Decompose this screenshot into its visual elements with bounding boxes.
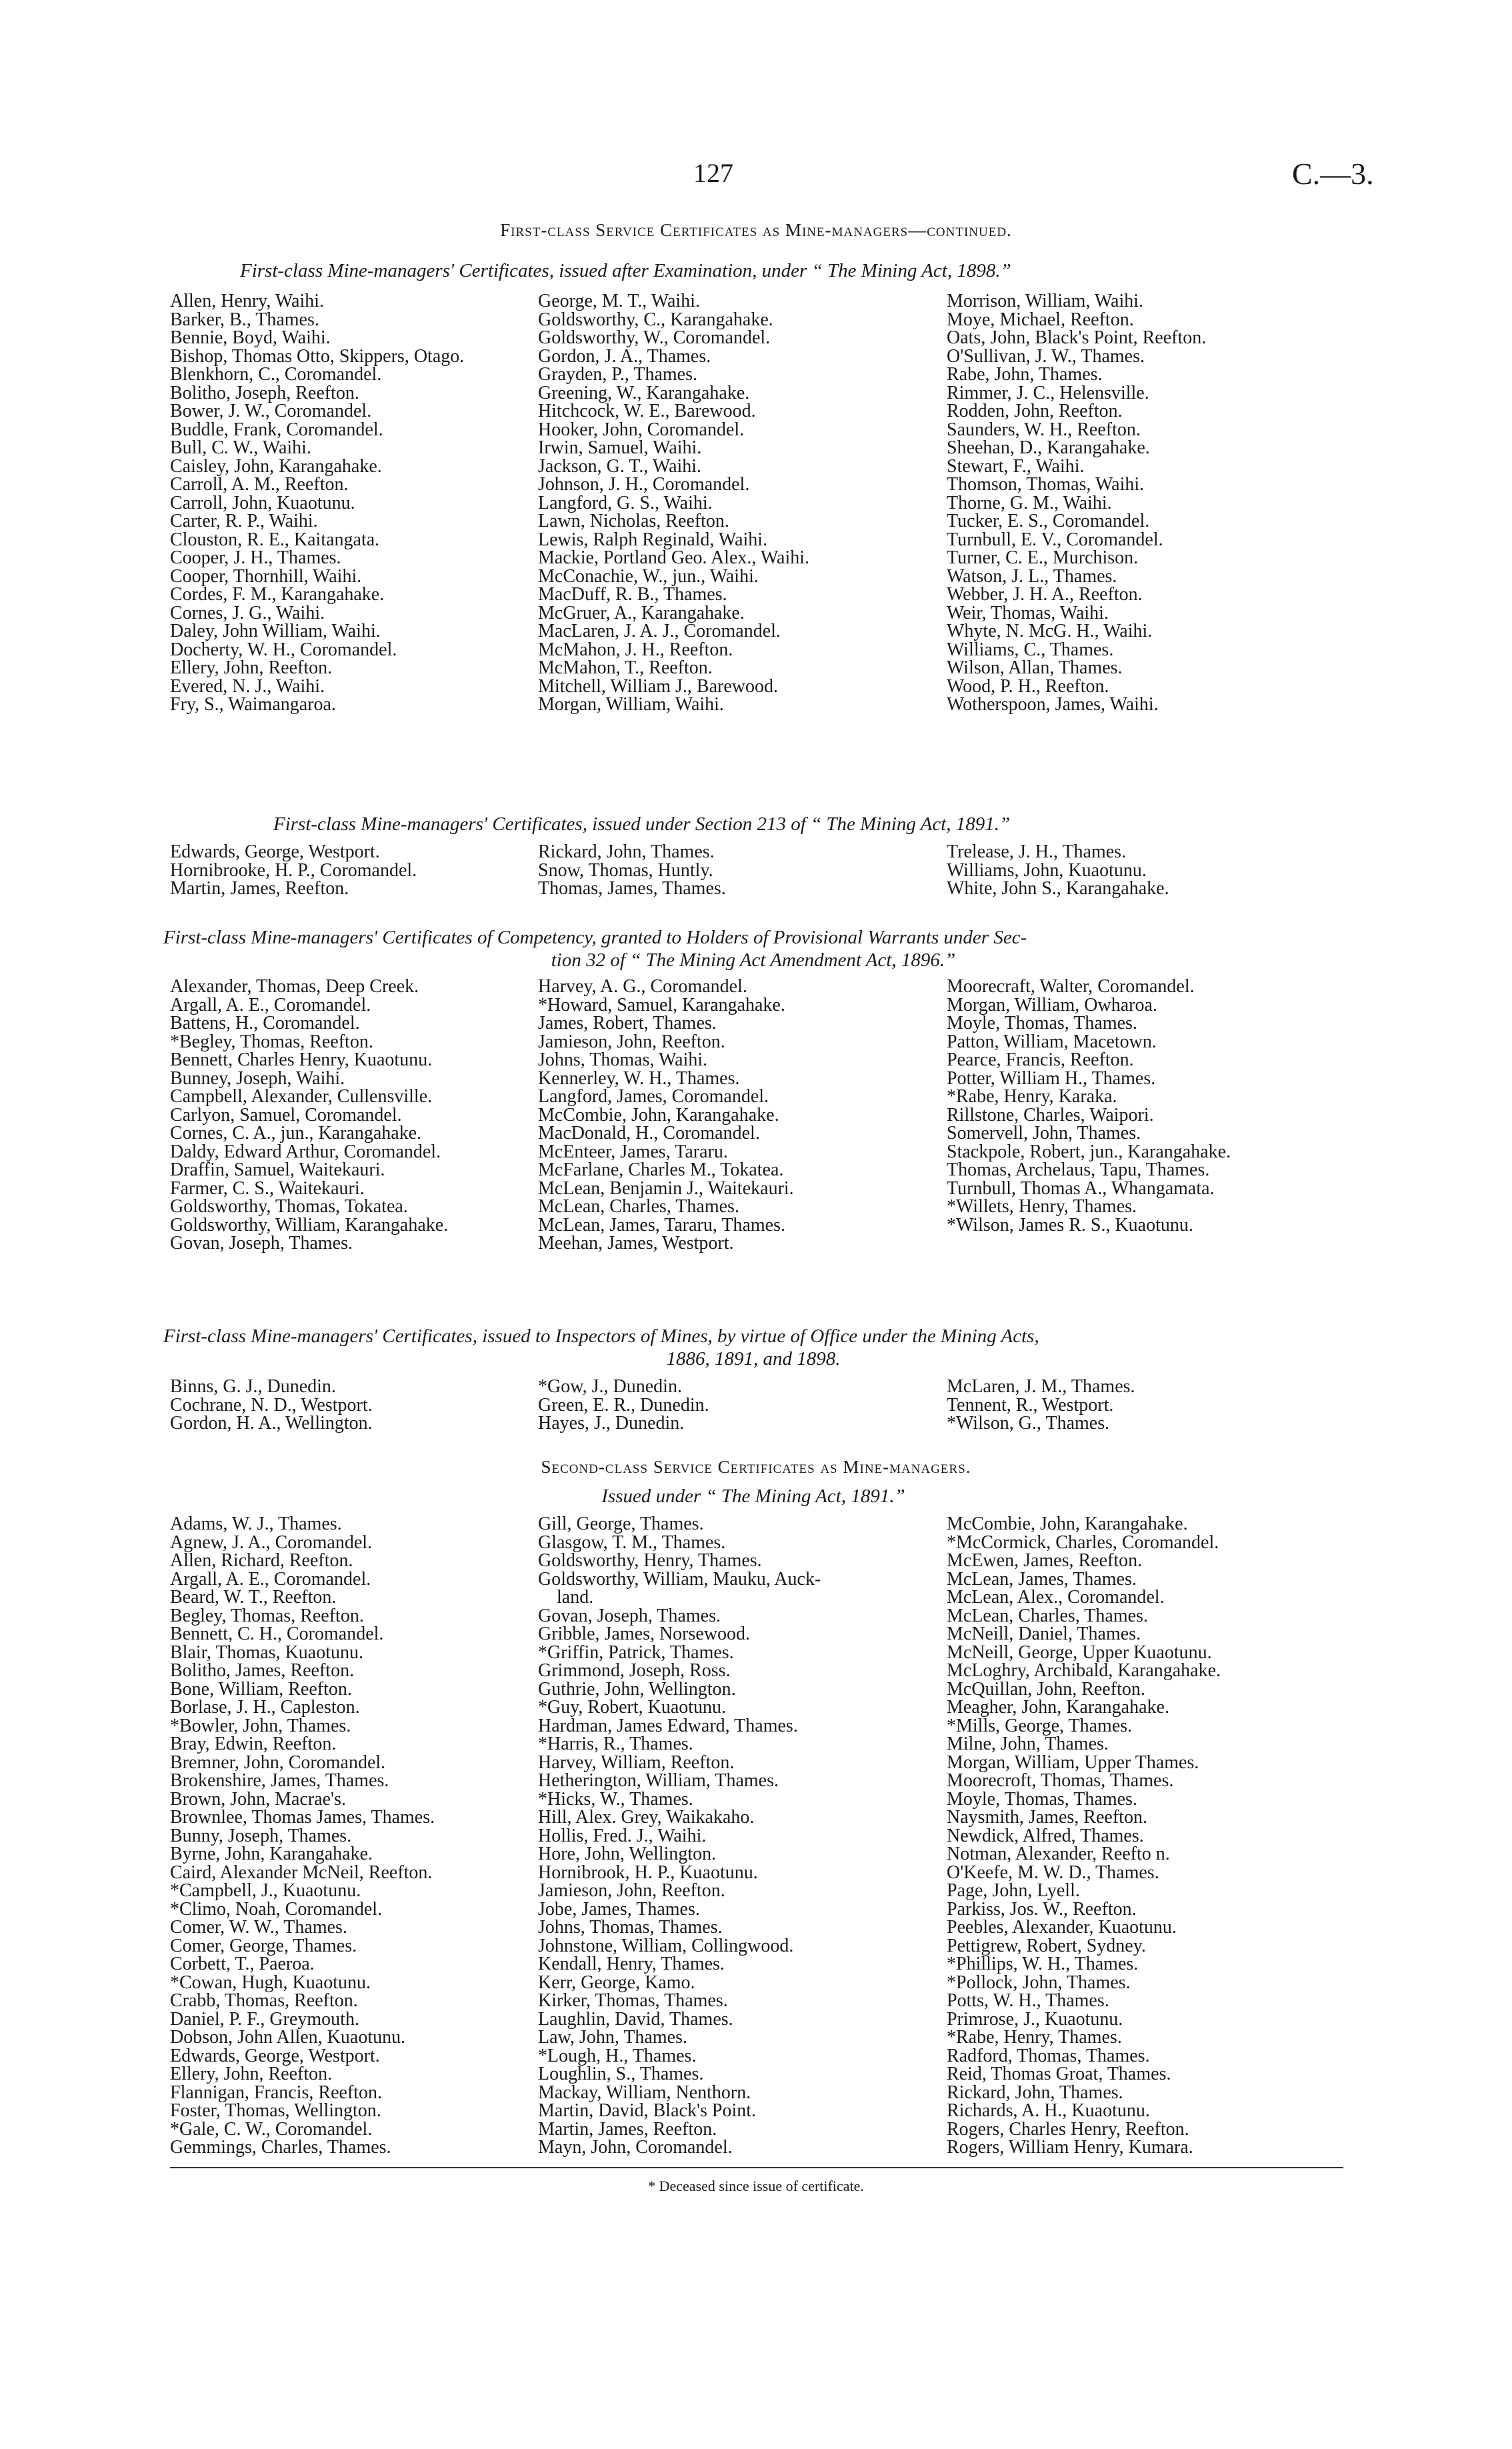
list-item: *Wilson, G., Thames. [947, 1413, 1110, 1434]
list-item: Battens, H., Coromandel. [170, 1013, 360, 1033]
list-item: *Rabe, Henry, Karaka. [947, 1086, 1117, 1107]
list-item: *McCormick, Charles, Coromandel. [947, 1532, 1219, 1553]
list-item: Begley, Thomas, Reefton. [170, 1605, 364, 1626]
footnote-rule [170, 2167, 1343, 2168]
list-item: *Lough, H., Thames. [538, 2045, 697, 2066]
list-item: Naysmith, James, Reefton. [947, 1807, 1147, 1828]
list-item: Johns, Thomas, Waihi. [538, 1049, 708, 1070]
list-item: McLean, Alex., Coromandel. [947, 1587, 1165, 1608]
list-item: Hill, Alex. Grey, Waikakaho. [538, 1807, 755, 1828]
list-item: Webber, J. H. A., Reefton. [947, 584, 1143, 605]
list-item: Hornibrooke, H. P., Coromandel. [170, 859, 417, 881]
list-item: Mayn, John, Coromandel. [538, 2137, 733, 2158]
list-item: Bull, C. W., Waihi. [170, 437, 311, 458]
list-item: Gemmings, Charles, Thames. [170, 2137, 391, 2158]
list-item: McCombie, John, Karangahake. [538, 1104, 779, 1125]
list-item: McQuillan, John, Reefton. [947, 1678, 1145, 1700]
list-item: Hooker, John, Coromandel. [538, 419, 745, 440]
list-item: Gribble, James, Norsewood. [538, 1624, 751, 1644]
list-item: Draffin, Samuel, Waitekauri. [170, 1159, 385, 1180]
section-2-title: First-class Mine-managers' Certificates, issued under Section 213 of “ The Mining Act, 1891.” [273, 813, 1011, 835]
list-item: Edwards, George, Westport. [170, 2045, 380, 2066]
list-item: *Climo, Noah, Coromandel. [170, 1898, 383, 1920]
list-item: *Griffin, Patrick, Thames. [538, 1642, 734, 1663]
list-item: Byrne, John, Karangahake. [170, 1844, 373, 1864]
list-item: Primrose, J., Kuaotunu. [947, 2008, 1123, 2030]
list-item: Tennent, R., Westport. [947, 1394, 1114, 1416]
list-item: Moyle, Thomas, Thames. [947, 1788, 1137, 1810]
list-item: Comer, George, Thames. [170, 1935, 357, 1956]
list-item: Moorecraft, Walter, Coromandel. [947, 976, 1195, 997]
list-item: Whyte, N. McG. H., Waihi. [947, 621, 1153, 641]
list-item: Binns, G. J., Dunedin. [170, 1376, 336, 1397]
list-item: Goldsworthy, William, Karangahake. [170, 1214, 449, 1236]
list-item: McCombie, John, Karangahake. [947, 1514, 1188, 1534]
list-item: Bremner, John, Coromandel. [170, 1752, 386, 1773]
list-item: Carlyon, Samuel, Coromandel. [170, 1104, 402, 1125]
list-item: Page, John, Lyell. [947, 1880, 1080, 1901]
list-item: Cornes, C. A., jun., Karangahake. [170, 1123, 422, 1143]
list-item: Wotherspoon, James, Waihi. [947, 694, 1159, 715]
list-item: Allen, Henry, Waihi. [170, 291, 325, 311]
list-item: McMahon, T., Reefton. [538, 657, 713, 678]
list-item: McLean, James, Thames. [947, 1568, 1137, 1590]
list-item: Borlase, J. H., Capleston. [170, 1697, 360, 1718]
list-item: Bennett, Charles Henry, Kuaotunu. [170, 1049, 433, 1070]
list-item: Wood, P. H., Reefton. [947, 675, 1109, 697]
list-item: Brown, John, Macrae's. [170, 1788, 346, 1810]
list-item: Kendall, Henry, Thames. [538, 1954, 725, 1974]
list-item: Clouston, R. E., Kaitangata. [170, 529, 380, 550]
list-item: Bone, William, Reefton. [170, 1678, 352, 1700]
list-item: Goldsworthy, W., Coromandel. [538, 327, 771, 348]
list-item: Parkiss, Jos. W., Reefton. [947, 1898, 1137, 1920]
section-4-column-2 [538, 1378, 709, 1433]
list-item: Sheehan, D., Karangahake. [947, 437, 1150, 458]
section-4-title-line-1: First-class Mine-managers' Certificates, issued to Inspectors of Mines, by virtue of Office under the Mining Acts, [163, 1326, 1039, 1347]
list-item: Guthrie, John, Wellington. [538, 1678, 736, 1700]
list-item: *Rabe, Henry, Thames. [947, 2027, 1122, 2048]
list-item: Morgan, William, Waihi. [538, 694, 724, 715]
list-item: Reid, Thomas Groat, Thames. [947, 2064, 1171, 2084]
list-item: Thomson, Thomas, Waihi. [947, 474, 1145, 495]
list-item: Moyle, Thomas, Thames. [947, 1013, 1137, 1033]
list-item: Gill, George, Thames. [538, 1514, 704, 1534]
list-item: Govan, Joseph, Thames. [170, 1233, 353, 1254]
list-item: Goldsworthy, William, Mauku, Auck- [538, 1568, 821, 1590]
list-item: Potts, W. H., Thames. [947, 1990, 1109, 2011]
list-item: Carter, R. P., Waihi. [170, 511, 318, 531]
list-item: Agnew, J. A., Coromandel. [170, 1532, 373, 1553]
list-item: Corbett, T., Paeroa. [170, 1954, 315, 1974]
list-item: Blenkhorn, C., Coromandel. [170, 364, 382, 385]
list-item: Campbell, Alexander, Cullensville. [170, 1086, 433, 1107]
list-item: Daley, John William, Waihi. [170, 621, 381, 641]
list-item: Carroll, John, Kuaotunu. [170, 492, 355, 513]
list-item: Greening, W., Karangahake. [538, 382, 750, 403]
section-3-title-line-2: tion 32 of “ The Mining Act Amendment Act, 1896.” [551, 949, 956, 971]
list-item: Govan, Joseph, Thames. [538, 1605, 721, 1626]
list-item: Martin, James, Reefton. [170, 878, 349, 899]
section-5-title: Issued under “ The Mining Act, 1891.” [601, 1486, 905, 1507]
list-item: Caisley, John, Karangahake. [170, 455, 382, 477]
list-item: Moorecroft, Thomas, Thames. [947, 1770, 1174, 1791]
list-item: Cooper, Thornhill, Waihi. [170, 565, 362, 587]
list-item: Meagher, John, Karangahake. [947, 1697, 1169, 1718]
list-item: Flannigan, Francis, Reefton. [170, 2082, 383, 2103]
list-item: Turnbull, Thomas A., Whangamata. [947, 1177, 1215, 1199]
list-item: Cochrane, N. D., Westport. [170, 1394, 373, 1416]
list-item: Jackson, G. T., Waihi. [538, 455, 702, 477]
list-item: Bolitho, James, Reefton. [170, 1660, 355, 1681]
list-item: McLean, Charles, Thames. [538, 1196, 739, 1217]
list-item: Bray, Edwin, Reefton. [170, 1734, 337, 1754]
list-item: McLaren, J. M., Thames. [947, 1376, 1135, 1397]
list-item: Argall, A. E., Coromandel. [170, 994, 371, 1015]
list-item: Laughlin, David, Thames. [538, 2008, 733, 2030]
list-item: Beard, W. T., Reefton. [170, 1587, 337, 1608]
list-item: McEnteer, James, Tararu. [538, 1141, 728, 1162]
list-item: Thomas, Archelaus, Tapu, Thames. [947, 1159, 1210, 1180]
list-item: *Wilson, James R. S., Kuaotunu. [947, 1214, 1193, 1236]
list-item: Rillstone, Charles, Waipori. [947, 1104, 1154, 1125]
list-item: O'Keefe, M. W. D., Thames. [947, 1862, 1159, 1883]
list-item: Stackpole, Robert, jun., Karangahake. [947, 1141, 1231, 1162]
list-item: Meehan, James, Westport. [538, 1233, 734, 1254]
section-5-column-3 [947, 1515, 1221, 2157]
list-item: land. [538, 1587, 594, 1608]
list-item: Caird, Alexander McNeil, Reefton. [170, 1862, 433, 1883]
list-item: Oats, John, Black's Point, Reefton. [947, 327, 1207, 348]
list-item: Potter, William H., Thames. [947, 1067, 1156, 1089]
list-item: Kirker, Thomas, Thames. [538, 1990, 728, 2011]
list-item: Johnstone, William, Collingwood. [538, 1935, 794, 1956]
list-item: Rogers, Charles Henry, Reefton. [947, 2118, 1189, 2140]
list-item: Hitchcock, W. E., Barewood. [538, 401, 756, 421]
list-item: Grimmond, Joseph, Ross. [538, 1660, 731, 1681]
list-item: *Pollock, John, Thames. [947, 1972, 1131, 1993]
list-item: Martin, David, Black's Point. [538, 2100, 757, 2121]
list-item: Langford, James, Coromandel. [538, 1086, 769, 1107]
list-item: Goldsworthy, C., Karangahake. [538, 309, 773, 330]
list-item: *Hicks, W., Thames. [538, 1788, 693, 1810]
list-item: Adams, W. J., Thames. [170, 1514, 342, 1534]
list-item: MacDonald, H., Coromandel. [538, 1123, 760, 1143]
list-item: Weir, Thomas, Waihi. [947, 602, 1109, 623]
list-item: *Howard, Samuel, Karangahake. [538, 994, 785, 1015]
section-1-title: First-class Mine-managers' Certificates, issued after Examination, under “ The Mining Act, 1898.” [240, 260, 1011, 281]
list-item: Irwin, Samuel, Waihi. [538, 437, 702, 458]
section-3-column-3 [947, 977, 1231, 1234]
list-item: Hardman, James Edward, Thames. [538, 1715, 798, 1736]
list-item: Pearce, Francis, Reefton. [947, 1049, 1134, 1070]
list-item: Peebles, Alexander, Kuaotunu. [947, 1917, 1177, 1938]
list-item: George, M. T., Waihi. [538, 291, 700, 311]
page-number: 127 [693, 158, 733, 188]
list-item: Radford, Thomas, Thames. [947, 2045, 1150, 2066]
list-item: *Willets, Henry, Thames. [947, 1196, 1137, 1217]
document-reference: C.—3. [1292, 157, 1374, 191]
list-item: Kerr, George, Kamo. [538, 1972, 695, 1993]
list-item: *Phillips, W. H., Thames. [947, 1954, 1139, 1974]
first-class-heading: First-class Service Certificates as Mine-managers—continued. [500, 220, 1012, 240]
list-item: Turner, C. E., Murchison. [947, 547, 1139, 568]
section-2-column-3 [947, 843, 1169, 898]
list-item: Bunney, Joseph, Waihi. [170, 1067, 345, 1089]
list-item: Fry, S., Waimangaroa. [170, 694, 336, 715]
list-item: Hollis, Fred. J., Waihi. [538, 1825, 707, 1846]
list-item: O'Sullivan, J. W., Thames. [947, 345, 1145, 367]
list-item: Saunders, W. H., Reefton. [947, 419, 1141, 440]
list-item: Bishop, Thomas Otto, Skippers, Otago. [170, 345, 465, 367]
list-item: *Gale, C. W., Coromandel. [170, 2118, 373, 2140]
list-item: Lewis, Ralph Reginald, Waihi. [538, 529, 768, 550]
section-3-column-2 [538, 977, 794, 1253]
list-item: Jamieson, John, Reefton. [538, 1031, 725, 1052]
list-item: Blair, Thomas, Kuaotunu. [170, 1642, 363, 1663]
list-item: Cordes, F. M., Karangahake. [170, 584, 385, 605]
list-item: Ellery, John, Reefton. [170, 2064, 333, 2084]
list-item: James, Robert, Thames. [538, 1013, 717, 1033]
list-item: Gordon, H. A., Wellington. [170, 1413, 373, 1434]
list-item: Docherty, W. H., Coromandel. [170, 639, 397, 660]
list-item: Barker, B., Thames. [170, 309, 319, 330]
list-item: Goldsworthy, Thomas, Tokatea. [170, 1196, 408, 1217]
list-item: Jobe, James, Thames. [538, 1898, 700, 1920]
list-item: McNeill, Daniel, Thames. [947, 1624, 1141, 1644]
list-item: Argall, A. E., Coromandel. [170, 1568, 371, 1590]
list-item: Carroll, A. M., Reefton. [170, 474, 349, 495]
list-item: Rimmer, J. C., Helensville. [947, 382, 1149, 403]
list-item: Lawn, Nicholas, Reefton. [538, 511, 729, 531]
list-item: Daniel, P. F., Greymouth. [170, 2008, 359, 2030]
list-item: Edwards, George, Westport. [170, 841, 380, 862]
list-item: Mackie, Portland Geo. Alex., Waihi. [538, 547, 810, 568]
list-item: *Campbell, J., Kuaotunu. [170, 1880, 361, 1901]
list-item: Brokenshire, James, Thames. [170, 1770, 389, 1791]
list-item: Gordon, J. A., Thames. [538, 345, 711, 367]
list-item: Harvey, A. G., Coromandel. [538, 976, 747, 997]
list-item: *Guy, Robert, Kuaotunu. [538, 1697, 727, 1718]
list-item: McGruer, A., Karangahake. [538, 602, 745, 623]
list-item: Thorne, G. M., Waihi. [947, 492, 1112, 513]
list-item: McLean, James, Tararu, Thames. [538, 1214, 785, 1236]
list-item: Morgan, William, Owharoa. [947, 994, 1157, 1015]
list-item: Johns, Thomas, Thames. [538, 1917, 723, 1938]
list-item: Newdick, Alfred, Thames. [947, 1825, 1144, 1846]
list-item: *Cowan, Hugh, Kuaotunu. [170, 1972, 371, 1993]
list-item: Evered, N. J., Waihi. [170, 675, 325, 697]
list-item: Dobson, John Allen, Kuaotunu. [170, 2027, 406, 2048]
list-item: Glasgow, T. M., Thames. [538, 1532, 726, 1553]
list-item: Pettigrew, Robert, Sydney. [947, 1935, 1146, 1956]
list-item: Morrison, William, Waihi. [947, 291, 1144, 311]
section-1-column-1 [170, 292, 464, 714]
list-item: Bunny, Joseph, Thames. [170, 1825, 352, 1846]
list-item: *Bowler, John, Thames. [170, 1715, 351, 1736]
list-item: Patton, William, Macetown. [947, 1031, 1157, 1052]
list-item: Hornibrook, H. P., Kuaotunu. [538, 1862, 758, 1883]
list-item: Harvey, William, Reefton. [538, 1752, 735, 1773]
list-item: Williams, C., Thames. [947, 639, 1114, 660]
list-item: Stewart, F., Waihi. [947, 455, 1085, 477]
footnote: * Deceased since issue of certificate. [648, 2178, 864, 2194]
list-item: Bolitho, Joseph, Reefton. [170, 382, 359, 403]
list-item: Rodden, John, Reefton. [947, 401, 1123, 421]
list-item: Milne, John, Thames. [947, 1734, 1109, 1754]
list-item: McConachie, W., jun., Waihi. [538, 565, 759, 587]
list-item: Watson, J. L., Thames. [947, 565, 1117, 587]
section-5-column-2 [538, 1515, 821, 2157]
list-item: Hayes, J., Dunedin. [538, 1413, 685, 1434]
list-item: Mitchell, William J., Barewood. [538, 675, 778, 697]
list-item: Martin, James, Reefton. [538, 2118, 717, 2140]
list-item: Rickard, John, Thames. [538, 841, 715, 862]
list-item: Law, John, Thames. [538, 2027, 687, 2048]
list-item: Cornes, J. G., Waihi. [170, 602, 325, 623]
list-item: Foster, Thomas, Wellington. [170, 2100, 381, 2121]
list-item: Ellery, John, Reefton. [170, 657, 333, 678]
list-item: *Gow, J., Dunedin. [538, 1376, 682, 1397]
list-item: Williams, John, Kuaotunu. [947, 859, 1147, 881]
list-item: Hore, John, Wellington. [538, 1844, 717, 1864]
section-3-title-line-1: First-class Mine-managers' Certificates of Competency, granted to Holders of Provisional Warrants under Sec- [163, 927, 1027, 948]
list-item: Rabe, John, Thames. [947, 364, 1103, 385]
list-item: Farmer, C. S., Waitekauri. [170, 1177, 365, 1199]
section-5-column-1 [170, 1515, 435, 2157]
list-item: Daldy, Edward Arthur, Coromandel. [170, 1141, 441, 1162]
list-item: Trelease, J. H., Thames. [947, 841, 1127, 862]
list-item: Tucker, E. S., Coromandel. [947, 511, 1150, 531]
section-4-column-3 [947, 1378, 1135, 1433]
list-item: Green, E. R., Dunedin. [538, 1394, 709, 1416]
list-item: Brownlee, Thomas James, Thames. [170, 1807, 435, 1828]
list-item: Hetherington, William, Thames. [538, 1770, 779, 1791]
list-item: Bennett, C. H., Coromandel. [170, 1624, 384, 1644]
list-item: Jamieson, John, Reefton. [538, 1880, 725, 1901]
list-item: Cooper, J. H., Thames. [170, 547, 341, 568]
list-item: Turnbull, E. V., Coromandel. [947, 529, 1163, 550]
list-item: Alexander, Thomas, Deep Creek. [170, 976, 419, 997]
section-3-column-1 [170, 977, 448, 1253]
list-item: Allen, Richard, Reefton. [170, 1550, 353, 1571]
list-item: Crabb, Thomas, Reefton. [170, 1990, 358, 2011]
section-4-column-1 [170, 1378, 373, 1433]
list-item: Thomas, James, Thames. [538, 878, 726, 899]
list-item: Snow, Thomas, Huntly. [538, 859, 713, 881]
list-item: McEwen, James, Reefton. [947, 1550, 1143, 1571]
list-item: Goldsworthy, Henry, Thames. [538, 1550, 762, 1571]
list-item: McFarlane, Charles M., Tokatea. [538, 1159, 784, 1180]
list-item: McMahon, J. H., Reefton. [538, 639, 733, 660]
list-item: Mackay, William, Nenthorn. [538, 2082, 751, 2103]
list-item: Bennie, Boyd, Waihi. [170, 327, 331, 348]
list-item: Wilson, Allan, Thames. [947, 657, 1123, 678]
list-item: *Mills, George, Thames. [947, 1715, 1133, 1736]
list-item: Johnson, J. H., Coromandel. [538, 474, 750, 495]
list-item: Comer, W. W., Thames. [170, 1917, 347, 1938]
list-item: McLean, Benjamin J., Waitekauri. [538, 1177, 794, 1199]
list-item: Loughlin, S., Thames. [538, 2064, 704, 2084]
list-item: Somervell, John, Thames. [947, 1123, 1141, 1143]
list-item: Grayden, P., Thames. [538, 364, 697, 385]
list-item: Bower, J. W., Coromandel. [170, 401, 372, 421]
second-class-heading: Second-class Service Certificates as Mine-managers. [541, 1457, 971, 1477]
list-item: McLean, Charles, Thames. [947, 1605, 1148, 1626]
list-item: Rogers, William Henry, Kumara. [947, 2137, 1193, 2158]
section-2-column-1 [170, 843, 417, 898]
list-item: Kennerley, W. H., Thames. [538, 1067, 740, 1089]
list-item: Notman, Alexander, Reefto n. [947, 1844, 1170, 1864]
list-item: Richards, A. H., Kuaotunu. [947, 2100, 1150, 2121]
list-item: Moye, Michael, Reefton. [947, 309, 1134, 330]
section-4-title-line-2: 1886, 1891, and 1898. [666, 1348, 841, 1370]
list-item: *Begley, Thomas, Reefton. [170, 1031, 373, 1052]
list-item: MacDuff, R. B., Thames. [538, 584, 727, 605]
list-item: Morgan, William, Upper Thames. [947, 1752, 1199, 1773]
section-1-column-2 [538, 292, 809, 714]
list-item: McLoghry, Archibald, Karangahake. [947, 1660, 1221, 1681]
list-item: *Harris, R., Thames. [538, 1734, 693, 1754]
list-item: White, John S., Karangahake. [947, 878, 1169, 899]
list-item: McNeill, George, Upper Kuaotunu. [947, 1642, 1212, 1663]
section-1-column-3 [947, 292, 1206, 714]
list-item: MacLaren, J. A. J., Coromandel. [538, 621, 781, 641]
list-item: Buddle, Frank, Coromandel. [170, 419, 383, 440]
list-item: Langford, G. S., Waihi. [538, 492, 713, 513]
section-2-column-2 [538, 843, 726, 898]
list-item: Rickard, John, Thames. [947, 2082, 1123, 2103]
